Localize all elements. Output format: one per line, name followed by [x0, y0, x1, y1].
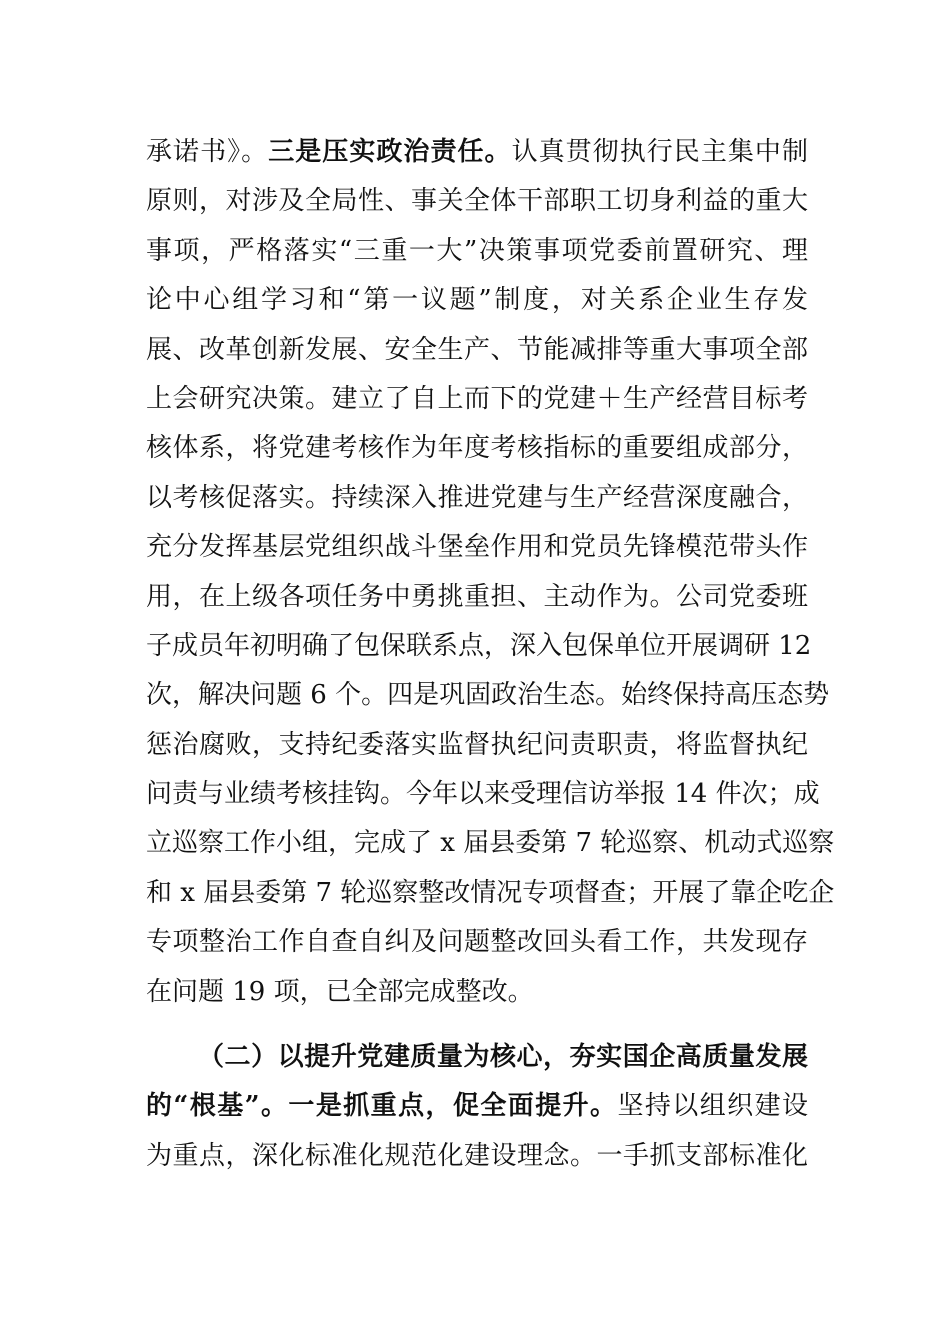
- text-run: 立巡察工作小组，完成了 x 届县委第 7 轮巡察、机动式巡察: [146, 828, 835, 859]
- text-line: [146, 523, 808, 572]
- paragraph-gap: [146, 1017, 808, 1033]
- text-line: [146, 573, 808, 622]
- text-line: [146, 128, 808, 177]
- text-line: [146, 177, 808, 226]
- text-run: 和 x 届县委第 7 轮巡察整改情况专项督查；开展了靠企吃企: [146, 877, 835, 908]
- text-run: 原则，对涉及全局性、事关全体干部职工切身利益的重大: [146, 186, 808, 217]
- text-run: 惩治腐败，支持纪委落实监督执纪问责职责，将监督执纪: [146, 729, 808, 760]
- text-run: 问责与业绩考核挂钩。今年以来受理信访举报 14 件次；成: [146, 779, 820, 810]
- text-run: 论中心组学习和“第一议题”制度，对关系企业生存发: [146, 285, 808, 316]
- text-run: 核体系，将党建考核作为年度考核指标的重要组成部分，: [146, 433, 808, 464]
- text-run: 在问题 19 项，已全部完成整改。: [146, 976, 534, 1007]
- text-run: 事项，严格落实“三重一大”决策事项党委前置研究、理: [146, 235, 808, 266]
- text-run: 次，解决问题 6 个。四是巩固政治生态。始终保持高压态势: [146, 680, 830, 711]
- text-run: 认真贯彻执行民主集中制: [511, 137, 808, 167]
- text-line: [146, 819, 835, 868]
- text-line: [146, 1033, 808, 1082]
- text-run: 子成员年初明确了包保联系点，深入包保单位开展调研 12: [146, 630, 812, 661]
- text-run: 展、改革创新发展、安全生产、节能减排等重大事项全部: [146, 334, 808, 365]
- text-line: [146, 671, 830, 720]
- text-run: 为重点，深化标准化规范化建设理念。一手抓支部标准化: [146, 1140, 808, 1171]
- paragraph-1: [146, 128, 835, 1017]
- bold-text-run: （二）以提升党建质量为核心，夯实国企高质量发展: [198, 1042, 808, 1073]
- text-run: 承诺书》。: [146, 137, 269, 167]
- text-line: [146, 326, 808, 375]
- text-run: 用，在上级各项任务中勇挑重担、主动作为。公司党委班: [146, 581, 808, 612]
- text-run: 以考核促落实。持续深入推进党建与生产经营深度融合，: [146, 482, 808, 513]
- text-line: [146, 721, 808, 770]
- document-body: [146, 128, 835, 1181]
- bold-text-run: 的“根基”。一是抓重点，促全面提升。: [146, 1091, 618, 1122]
- text-run: 充分发挥基层党组织战斗堡垒作用和党员先锋模范带头作: [146, 532, 808, 563]
- text-line: [146, 968, 808, 1017]
- text-line: [146, 276, 808, 325]
- text-line: [146, 1082, 808, 1131]
- text-line: [146, 869, 835, 918]
- text-line: [146, 375, 808, 424]
- text-line: [146, 424, 808, 473]
- text-line: [146, 227, 808, 276]
- text-line: [146, 770, 820, 819]
- text-run: 坚持以组织建设: [617, 1091, 808, 1122]
- text-line: [146, 474, 808, 523]
- paragraph-2: [146, 1033, 808, 1181]
- text-line: [146, 1132, 808, 1181]
- text-line: [146, 918, 808, 967]
- text-run: 上会研究决策。建立了自上而下的党建＋生产经营目标考: [146, 383, 808, 414]
- text-line: [146, 622, 812, 671]
- bold-text-run: 三是压实政治责任。: [268, 137, 512, 167]
- text-run: 专项整治工作自查自纠及问题整改回头看工作，共发现存: [146, 927, 808, 958]
